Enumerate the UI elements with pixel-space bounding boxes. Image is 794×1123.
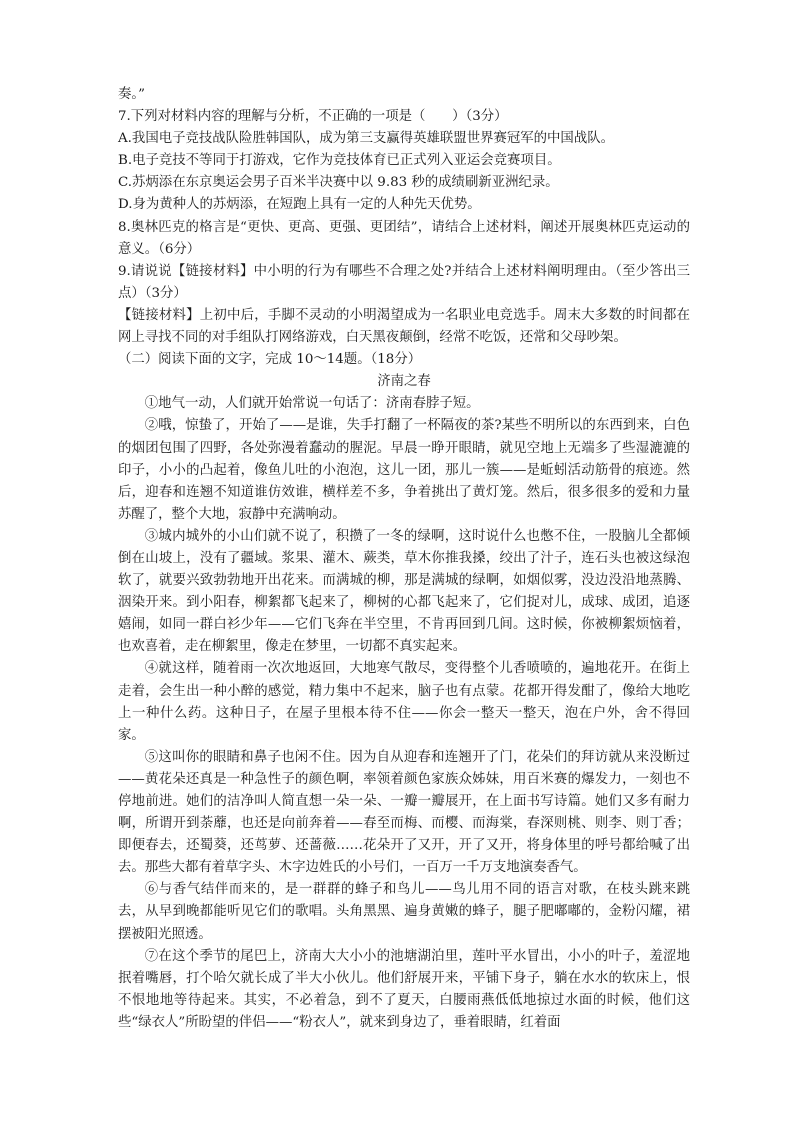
question-9: 9.请说说【链接材料】中小明的行为有哪些不合理之处?并结合上述材料阐明理由。（至少答出三点）（3分） bbox=[118, 263, 690, 301]
option-c: C.苏炳添在东京奥运会男子百米半决赛中以 9.83 秒的成绩刷新亚洲纪录。 bbox=[118, 175, 559, 191]
paragraph-4: ④就这样，随着雨一次次地返回，大地寒气散尽，变得整个儿香喷喷的，遍地花开。在街上走着，会生出一种小醉的感觉，精力集中不起来，脑子也有点蒙。花都开得发酣了，像给大地吃上一种什么药。这种日子，在屋子里根本待不住——你会一整天一整天，泡在户外，舍不得回家。 bbox=[118, 661, 690, 743]
paragraph-7: ⑦在这个季节的尾巴上，济南大大小小的池塘湖泊里，莲叶平水冒出，小小的叶子，羞涩地抿着嘴唇，打个哈欠就长成了半大小伙儿。他们舒展开来，平铺下身子，躺在水水的软床上，恨不恨地地等待起来。其实，不必着急，到不了夏天，白腰雨燕低低地掠过水面的时候，他们这些“绿衣人”所盼望的伴侣——“粉衣人”，就来到身边了，垂着眼睛，红着面 bbox=[118, 948, 690, 1030]
paragraph-6: ⑥与香气结伴而来的，是一群群的蜂子和鸟儿——鸟儿用不同的语言对歌，在枝头跳来跳去，从早到晚都能听见它们的歌唱。头角黑黑、遍身黄嫩的蜂子，腿子肥嘟嘟的，金粉闪耀，裙摆被阳光照透。 bbox=[118, 882, 690, 942]
option-d: D.身为黄种人的苏炳添，在短跑上具有一定的人种先天优势。 bbox=[118, 197, 481, 213]
paragraph-2: ②哦，惊蛰了，开始了——是谁，失手打翻了一杯隔夜的茶?某些不明所以的东西到来，白色的烟团包围了四野，各处弥漫着蠢动的腥泥。早晨一睁开眼睛，就见空地上无端多了些湿漉漉的印子，小小的凸起着，像鱼儿吐的小泡泡，这儿一团，那儿一簇——是蚯蚓活动筋骨的痕迹。然后，迎春和连翘不知道谁仿效谁，横样差不多，争着挑出了黄灯笼。然后，很多很多的爱和力量苏醒了，整个大地，寂静中充满响动。 bbox=[118, 418, 690, 522]
section-heading: （二）阅读下面的文字，完成 10～14题。（18分） bbox=[118, 352, 422, 368]
question-8: 8.奥林匹克的格言是“更快、更高、更强、更团结”，请结合上述材料，阐述开展奥林匹克运动的意义。（6分） bbox=[118, 219, 690, 257]
question-7: 7.下列对材料内容的理解与分析，不正确的一项是（ ）（3分） bbox=[118, 109, 508, 125]
passage-title: 济南之春 bbox=[377, 374, 431, 390]
exam-page bbox=[118, 84, 690, 1034]
text-line: 奏。” bbox=[118, 87, 145, 102]
option-b: B.电子竞技不等同于打游戏，它作为竞技体育已正式列入亚运会竞赛项目。 bbox=[118, 153, 561, 169]
paragraph-1: ①地气一动，人们就开始常说一句话了：济南春脖子短。 bbox=[144, 396, 480, 412]
link-material: 【链接材料】上初中后，手脚不灵动的小明渴望成为一名职业电竞选手。周末大多数的时间都在网上寻找不同的对手组队打网络游戏，白天黑夜颠倒，经常不吃饭，还常和父母吵架。 bbox=[118, 307, 690, 346]
paragraph-5: ⑤这叫你的眼睛和鼻子也闲不住。因为自从迎春和连翘开了门，花朵们的拜访就从来没断过——黄花朵还真是一种急性子的颜色啊，率领着颜色家族众姊妹，用百米赛的爆发力，一刻也不停地前进。她们的洁净叫人简直想一朵一朵、一瓣一瓣展开，在上面书写诗篇。她们又多有耐力啊，所谓开到荼蘼，也还是向前奔着——春至而梅、而樱、而海棠，春深则桃、则李、则丁香；即便春去，还蜀葵，还茑萝、还蔷薇……花朵开了又开，开了又开，将身体里的呼号都给喊了出去。那些大都有着草字头、木字边姓氏的小号们，一百万一千万支地演奏香气。 bbox=[118, 749, 690, 876]
option-a: A.我国电子竞技战队险胜韩国队，成为第三支赢得英雄联盟世界赛冠军的中国战队。 bbox=[118, 131, 614, 147]
paragraph-3: ③城内城外的小山们就不说了，积攒了一冬的绿啊，这时说什么也憋不住，一股脑儿全都倾倒在山坡上，没有了疆域。浆果、灌木、蕨类，草木你推我搡，绞出了汁子，连石头也被这绿泡软了，就要兴致勃勃地开出花来。而满城的柳，那是满城的绿啊，如烟似雾，没边没沿地蒸腾、洇染开来。到小阳春，柳絮都飞起来了，柳树的心都飞起来了，它们捉对儿，成球、成团，追逐嬉闹，如同一群白衫少年——它们飞奔在半空里，不肯再回到几间。这时候，你被柳絮烦恼着，也欢喜着，走在柳絮里，像走在梦里，一切都不真实起来。 bbox=[118, 528, 690, 655]
